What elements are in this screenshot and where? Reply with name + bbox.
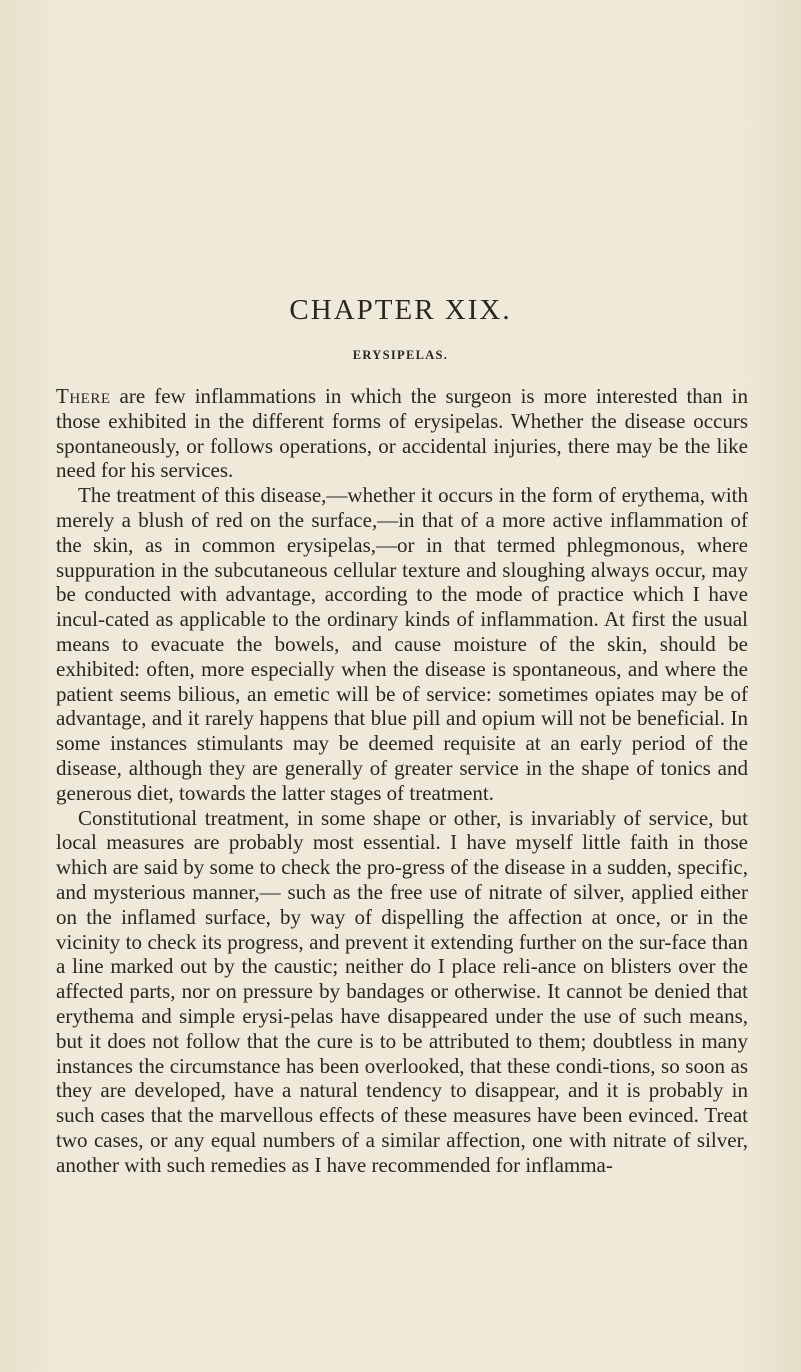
chapter-body xyxy=(56,384,748,1178)
paragraph-text: The treatment of this disease,—whether it occurs in the form of erythema, with merely a blush of red on the surface,—in that of a more active inflammation of the skin, as in common erysipelas,—or in that termed phlegmonous, where suppuration in the subcutaneous cellular texture and sloughing always occur, may be conducted with advantage, according to the mode of practice which I have incul-cated as applicable to the ordinary kinds of inflammation. At first the usual means to evacuate the bowels, and cause moisture of the skin, should be exhibited: often, more especially when the disease is spontaneous, and where the patient seems bilious, an emetic will be of service: sometimes opiates may be of advantage, and it rarely happens that blue pill and opium will not be beneficial. In some instances stimulants may be deemed requisite at an early period of the disease, although they are generally of greater service in the shape of tonics and generous diet, towards the latter stages of treatment. xyxy=(56,483,748,805)
chapter-title: CHAPTER XIX. xyxy=(289,294,512,326)
paragraph-text: Constitutional treatment, in some shape or other, is invariably of service, but local measures are probably most essential. I have myself little faith in those which are said by some to check the pro-gress of the disease in a sudden, specific, and mysterious manner,— such as the free use of nitrate of silver, applied either on the inflamed surface, by way of dispelling the affection at once, or in the vicinity to check its progress, and prevent it extending further on the sur-face than a line marked out by the caustic; neither do I place reli-ance on blisters over the affected parts, nor on pressure by bandages or otherwise. It cannot be denied that erythema and simple erysi-pelas have disappeared under the use of such means, but it does not follow that the cure is to be attributed to them; doubtless in many instances the circumstance has been overlooked, that these condi-tions, so soon as they are developed, have a natural tendency to disappear, and it is probably in such cases that the marvellous effects of these measures have been evinced. Treat two cases, or any equal numbers of a similar affection, one with nitrate of silver, another with such remedies as I have recommended for inflamma- xyxy=(56,805,748,1177)
paragraph-lead-word: There xyxy=(56,384,111,408)
paragraph-1 xyxy=(56,384,748,483)
section-title: ERYSIPELAS. xyxy=(352,348,449,362)
paragraph-3 xyxy=(56,806,748,1178)
paragraph-text: are few inflammations in which the surgeon is more interested than in those exhibited in the different forms of erysipelas. Whether the disease occurs spontaneously, or follows operations, or accidental injuries, there may be the like need for his services. xyxy=(56,384,748,483)
paragraph-2 xyxy=(56,483,748,805)
